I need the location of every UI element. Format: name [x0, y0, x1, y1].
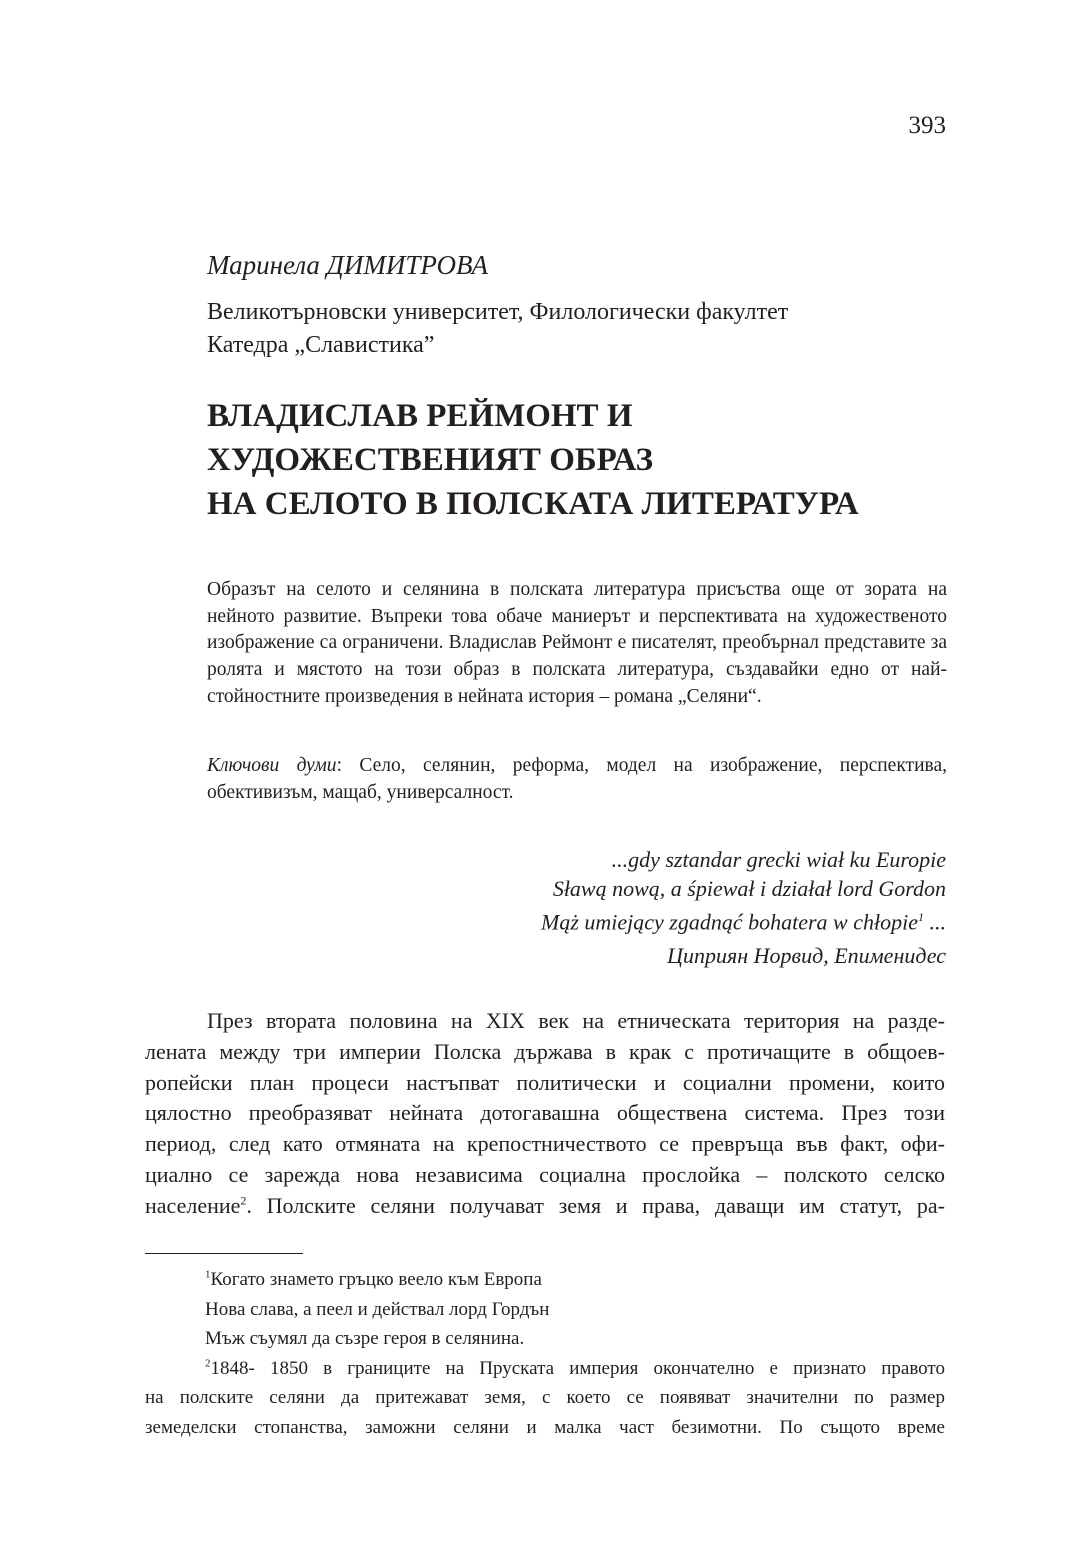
footnote-text: Когато знамето гръцко веело към Европа — [210, 1269, 542, 1290]
title-line: ХУДОЖЕСТВЕНИЯТ ОБРАЗ — [207, 442, 654, 478]
body-line: циално се зарежда нова независима социална прослойка – полското селско — [145, 1161, 945, 1187]
footnote-2-line: на полските селяни да притежават земя, с което се появяват значителни по размер — [145, 1387, 945, 1408]
article-title — [207, 394, 859, 526]
affiliation — [207, 296, 788, 362]
body-line: ропейски план процеси настъпват политически и социални промени, които — [145, 1069, 945, 1095]
abstract — [207, 577, 947, 711]
footnote-1-line — [145, 1265, 945, 1295]
footnote-separator — [145, 1253, 303, 1254]
body-text-run: . Полските селяни получават земя и права, даващи им статут, ра- — [246, 1192, 945, 1218]
epigraph-line-text: Mąż umiejący zgadnąć bohatera w chłopie — [541, 909, 918, 935]
body-line: период, след като отмяната на крепостничеството се превръща във факт, офи- — [145, 1131, 945, 1157]
footnotes — [145, 1265, 945, 1442]
keywords-label: Ключови думи — [207, 755, 337, 776]
page-number: 393 — [908, 112, 946, 139]
footnote-2-line — [145, 1354, 945, 1384]
author-name: Маринела ДИМИТРОВА — [207, 250, 488, 280]
epigraph-line: Sławą nową, a śpiewał i działał lord Gordon — [552, 876, 946, 901]
footnote-number: 1 — [205, 1268, 211, 1281]
epigraph-ellipsis: ... — [924, 909, 946, 935]
title-line: ВЛАДИСЛАВ РЕЙМОНТ И — [207, 398, 633, 434]
affiliation-department: Катедра „Славистика” — [207, 332, 435, 358]
footnote-ref: 1 — [918, 910, 924, 924]
footnote-text: 1848- 1850 в границите на Пруската империя окончателно е признато правото — [210, 1357, 945, 1379]
body-line: лената между три империи Полска държава в крак с протичащите в общоев- — [145, 1038, 945, 1064]
epigraph — [541, 845, 946, 936]
title-line: НА СЕЛОТО В ПОЛСКАТА ЛИТЕРАТУРА — [207, 486, 859, 522]
epigraph-line — [541, 903, 946, 936]
body-line: През втората половина на XIX век на етническата територия на разде- — [207, 1008, 945, 1033]
footnote-ref: 2 — [240, 1193, 247, 1208]
body-text — [145, 1006, 945, 1222]
keywords — [207, 752, 947, 806]
body-text-run: население — [145, 1192, 241, 1218]
affiliation-university: Великотърновски университет, Филологически факултет — [207, 299, 789, 325]
footnote-2-line: земеделски стопанства, заможни селяни и малка част безимотни. По същото време — [145, 1416, 945, 1438]
footnote-1-line: Нова слава, а пеел и действал лорд Гордън — [205, 1298, 550, 1320]
epigraph-line: ...gdy sztandar grecki wiał ku Europie — [611, 847, 946, 872]
epigraph-author: Циприян Норвид, Епименидес — [667, 943, 946, 968]
footnote-number: 2 — [205, 1357, 211, 1370]
keywords-text: : Село, селянин, реформа, модел на изображение, перспектива, обективизъм, мащаб, универсалност. — [207, 755, 947, 803]
body-line — [145, 1191, 945, 1222]
body-line: цялостно преобразяват нейната дотогавашна обществена система. През този — [145, 1100, 945, 1126]
footnote-1-line: Мъж съумял да съзре героя в селянина. — [205, 1328, 525, 1349]
abstract-text: Образът на селото и селянина в полската литература присъства още от зората на нейното развитие. Въпреки това обаче маниерът и перспективата на художественото изображение са ограничени. Владислав Реймонт е писателят, преобърнал представите за ролята и мястото на този образ в полската литература, създавайки едно от най-стойностните произведения в нейната история – романа „Селяни“. — [207, 579, 947, 707]
